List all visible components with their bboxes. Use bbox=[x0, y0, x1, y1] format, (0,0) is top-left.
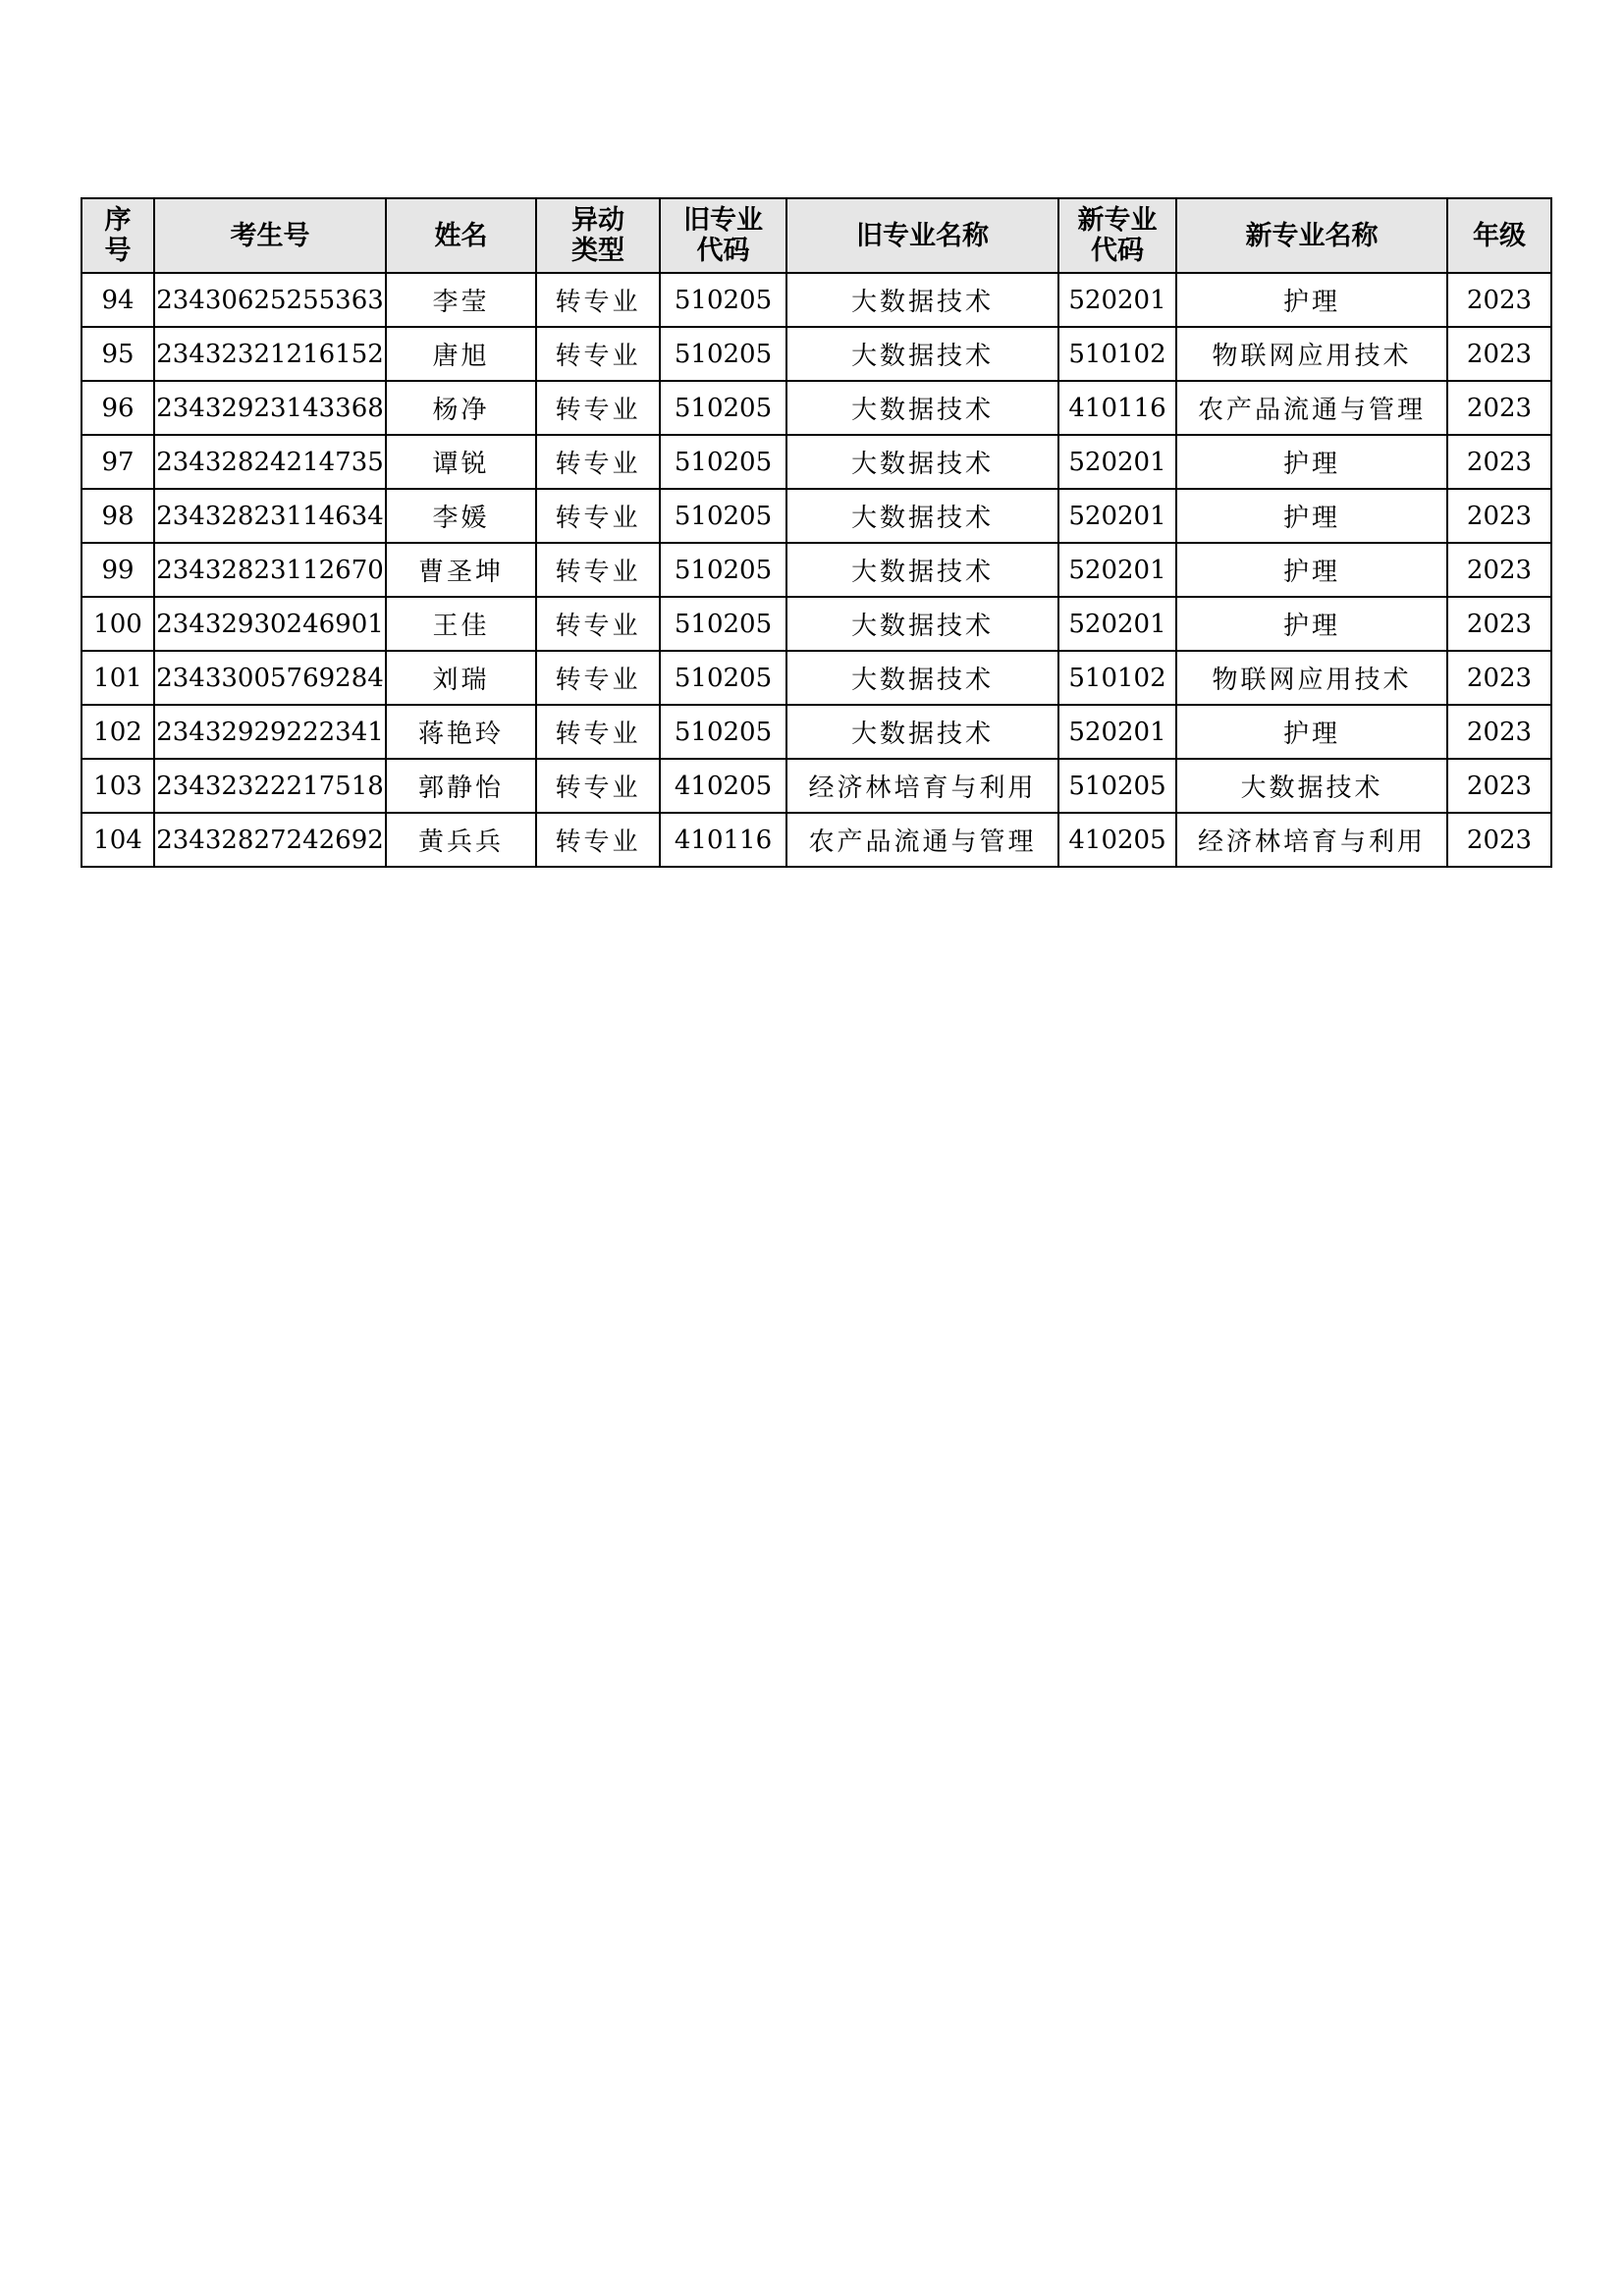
cell-old-major-name: 农产品流通与管理 bbox=[786, 813, 1058, 867]
cell-seq: 101 bbox=[81, 651, 154, 705]
cell-change-type: 转专业 bbox=[536, 813, 660, 867]
cell-name: 黄兵兵 bbox=[386, 813, 536, 867]
cell-name: 蒋艳玲 bbox=[386, 705, 536, 759]
cell-name: 李莹 bbox=[386, 273, 536, 327]
cell-name: 王佳 bbox=[386, 597, 536, 651]
header-change-type bbox=[536, 198, 660, 273]
header-old-major-code bbox=[660, 198, 786, 273]
cell-new-major-code: 520201 bbox=[1058, 597, 1176, 651]
header-new-major-name bbox=[1176, 198, 1447, 273]
cell-change-type: 转专业 bbox=[536, 651, 660, 705]
cell-exam-id: 23432823114634 bbox=[154, 489, 386, 543]
cell-new-major-name: 大数据技术 bbox=[1176, 759, 1447, 813]
table-row bbox=[81, 381, 1551, 435]
cell-old-major-code: 510205 bbox=[660, 381, 786, 435]
cell-old-major-code: 510205 bbox=[660, 651, 786, 705]
cell-exam-id: 23433005769284 bbox=[154, 651, 386, 705]
table-row bbox=[81, 813, 1551, 867]
cell-old-major-name: 大数据技术 bbox=[786, 651, 1058, 705]
cell-grade: 2023 bbox=[1447, 705, 1551, 759]
cell-change-type: 转专业 bbox=[536, 435, 660, 489]
cell-new-major-name: 经济林培育与利用 bbox=[1176, 813, 1447, 867]
header-line: 旧专业名称 bbox=[856, 220, 989, 251]
cell-old-major-code: 410205 bbox=[660, 759, 786, 813]
header-line: 新专业名称 bbox=[1245, 220, 1379, 251]
cell-exam-id: 23430625255363 bbox=[154, 273, 386, 327]
header-row bbox=[81, 198, 1551, 273]
cell-change-type: 转专业 bbox=[536, 273, 660, 327]
header-line: 异动 bbox=[571, 205, 624, 236]
cell-old-major-code: 510205 bbox=[660, 543, 786, 597]
cell-grade: 2023 bbox=[1447, 273, 1551, 327]
cell-change-type: 转专业 bbox=[536, 543, 660, 597]
table-row bbox=[81, 597, 1551, 651]
cell-seq: 104 bbox=[81, 813, 154, 867]
cell-old-major-code: 510205 bbox=[660, 435, 786, 489]
header-line: 代码 bbox=[696, 236, 750, 266]
table-row bbox=[81, 759, 1551, 813]
cell-old-major-name: 大数据技术 bbox=[786, 543, 1058, 597]
cell-exam-id: 23432929222341 bbox=[154, 705, 386, 759]
cell-new-major-code: 520201 bbox=[1058, 273, 1176, 327]
cell-old-major-name: 大数据技术 bbox=[786, 705, 1058, 759]
cell-new-major-code: 510102 bbox=[1058, 651, 1176, 705]
table-row bbox=[81, 327, 1551, 381]
cell-new-major-name: 物联网应用技术 bbox=[1176, 651, 1447, 705]
major-transfer-table bbox=[81, 197, 1552, 868]
table-row bbox=[81, 435, 1551, 489]
cell-new-major-code: 520201 bbox=[1058, 489, 1176, 543]
header-exam-id bbox=[154, 198, 386, 273]
cell-name: 谭锐 bbox=[386, 435, 536, 489]
cell-new-major-code: 520201 bbox=[1058, 543, 1176, 597]
cell-new-major-name: 护理 bbox=[1176, 543, 1447, 597]
cell-new-major-name: 护理 bbox=[1176, 705, 1447, 759]
cell-old-major-code: 510205 bbox=[660, 327, 786, 381]
header-name bbox=[386, 198, 536, 273]
table-row bbox=[81, 489, 1551, 543]
header-grade bbox=[1447, 198, 1551, 273]
table-body bbox=[81, 273, 1551, 867]
cell-new-major-name: 护理 bbox=[1176, 435, 1447, 489]
cell-name: 杨净 bbox=[386, 381, 536, 435]
cell-exam-id: 23432827242692 bbox=[154, 813, 386, 867]
cell-change-type: 转专业 bbox=[536, 705, 660, 759]
cell-change-type: 转专业 bbox=[536, 597, 660, 651]
cell-seq: 96 bbox=[81, 381, 154, 435]
header-line: 姓名 bbox=[434, 220, 488, 251]
cell-new-major-code: 410205 bbox=[1058, 813, 1176, 867]
header-new-major-code bbox=[1058, 198, 1176, 273]
table-row bbox=[81, 651, 1551, 705]
cell-grade: 2023 bbox=[1447, 813, 1551, 867]
header-line: 考生号 bbox=[230, 220, 310, 251]
header-line: 代码 bbox=[1091, 236, 1144, 266]
cell-new-major-code: 410116 bbox=[1058, 381, 1176, 435]
cell-name: 李媛 bbox=[386, 489, 536, 543]
cell-grade: 2023 bbox=[1447, 381, 1551, 435]
cell-change-type: 转专业 bbox=[536, 489, 660, 543]
cell-grade: 2023 bbox=[1447, 435, 1551, 489]
cell-new-major-name: 物联网应用技术 bbox=[1176, 327, 1447, 381]
cell-old-major-code: 510205 bbox=[660, 489, 786, 543]
cell-grade: 2023 bbox=[1447, 327, 1551, 381]
cell-new-major-code: 510102 bbox=[1058, 327, 1176, 381]
cell-grade: 2023 bbox=[1447, 597, 1551, 651]
cell-old-major-name: 大数据技术 bbox=[786, 489, 1058, 543]
cell-exam-id: 23432824214735 bbox=[154, 435, 386, 489]
cell-new-major-code: 520201 bbox=[1058, 435, 1176, 489]
cell-new-major-code: 510205 bbox=[1058, 759, 1176, 813]
cell-name: 曹圣坤 bbox=[386, 543, 536, 597]
cell-exam-id: 23432923143368 bbox=[154, 381, 386, 435]
cell-change-type: 转专业 bbox=[536, 759, 660, 813]
cell-change-type: 转专业 bbox=[536, 327, 660, 381]
header-line: 新专业 bbox=[1077, 205, 1158, 236]
table-row bbox=[81, 543, 1551, 597]
cell-old-major-name: 大数据技术 bbox=[786, 381, 1058, 435]
header-old-major-name bbox=[786, 198, 1058, 273]
cell-seq: 103 bbox=[81, 759, 154, 813]
cell-name: 郭静怡 bbox=[386, 759, 536, 813]
cell-seq: 99 bbox=[81, 543, 154, 597]
cell-old-major-name: 大数据技术 bbox=[786, 327, 1058, 381]
cell-seq: 98 bbox=[81, 489, 154, 543]
table-header bbox=[81, 198, 1551, 273]
cell-new-major-name: 护理 bbox=[1176, 273, 1447, 327]
cell-change-type: 转专业 bbox=[536, 381, 660, 435]
cell-exam-id: 23432322217518 bbox=[154, 759, 386, 813]
cell-old-major-name: 大数据技术 bbox=[786, 597, 1058, 651]
cell-seq: 94 bbox=[81, 273, 154, 327]
header-line: 年级 bbox=[1473, 220, 1526, 251]
header-line: 序 bbox=[104, 205, 132, 236]
cell-old-major-name: 大数据技术 bbox=[786, 435, 1058, 489]
cell-old-major-name: 经济林培育与利用 bbox=[786, 759, 1058, 813]
cell-seq: 97 bbox=[81, 435, 154, 489]
table-row bbox=[81, 273, 1551, 327]
cell-new-major-name: 护理 bbox=[1176, 597, 1447, 651]
cell-grade: 2023 bbox=[1447, 489, 1551, 543]
cell-exam-id: 23432930246901 bbox=[154, 597, 386, 651]
cell-old-major-code: 510205 bbox=[660, 273, 786, 327]
cell-old-major-code: 410116 bbox=[660, 813, 786, 867]
cell-name: 刘瑞 bbox=[386, 651, 536, 705]
cell-new-major-name: 护理 bbox=[1176, 489, 1447, 543]
cell-new-major-code: 520201 bbox=[1058, 705, 1176, 759]
header-line: 类型 bbox=[571, 236, 624, 266]
header-line: 旧专业 bbox=[683, 205, 763, 236]
cell-exam-id: 23432321216152 bbox=[154, 327, 386, 381]
header-seq bbox=[81, 198, 154, 273]
cell-grade: 2023 bbox=[1447, 543, 1551, 597]
cell-exam-id: 23432823112670 bbox=[154, 543, 386, 597]
cell-seq: 100 bbox=[81, 597, 154, 651]
cell-old-major-code: 510205 bbox=[660, 597, 786, 651]
cell-name: 唐旭 bbox=[386, 327, 536, 381]
cell-grade: 2023 bbox=[1447, 651, 1551, 705]
cell-new-major-name: 农产品流通与管理 bbox=[1176, 381, 1447, 435]
cell-seq: 95 bbox=[81, 327, 154, 381]
cell-old-major-name: 大数据技术 bbox=[786, 273, 1058, 327]
table-row bbox=[81, 705, 1551, 759]
header-line: 号 bbox=[104, 236, 132, 266]
cell-grade: 2023 bbox=[1447, 759, 1551, 813]
cell-seq: 102 bbox=[81, 705, 154, 759]
cell-old-major-code: 510205 bbox=[660, 705, 786, 759]
